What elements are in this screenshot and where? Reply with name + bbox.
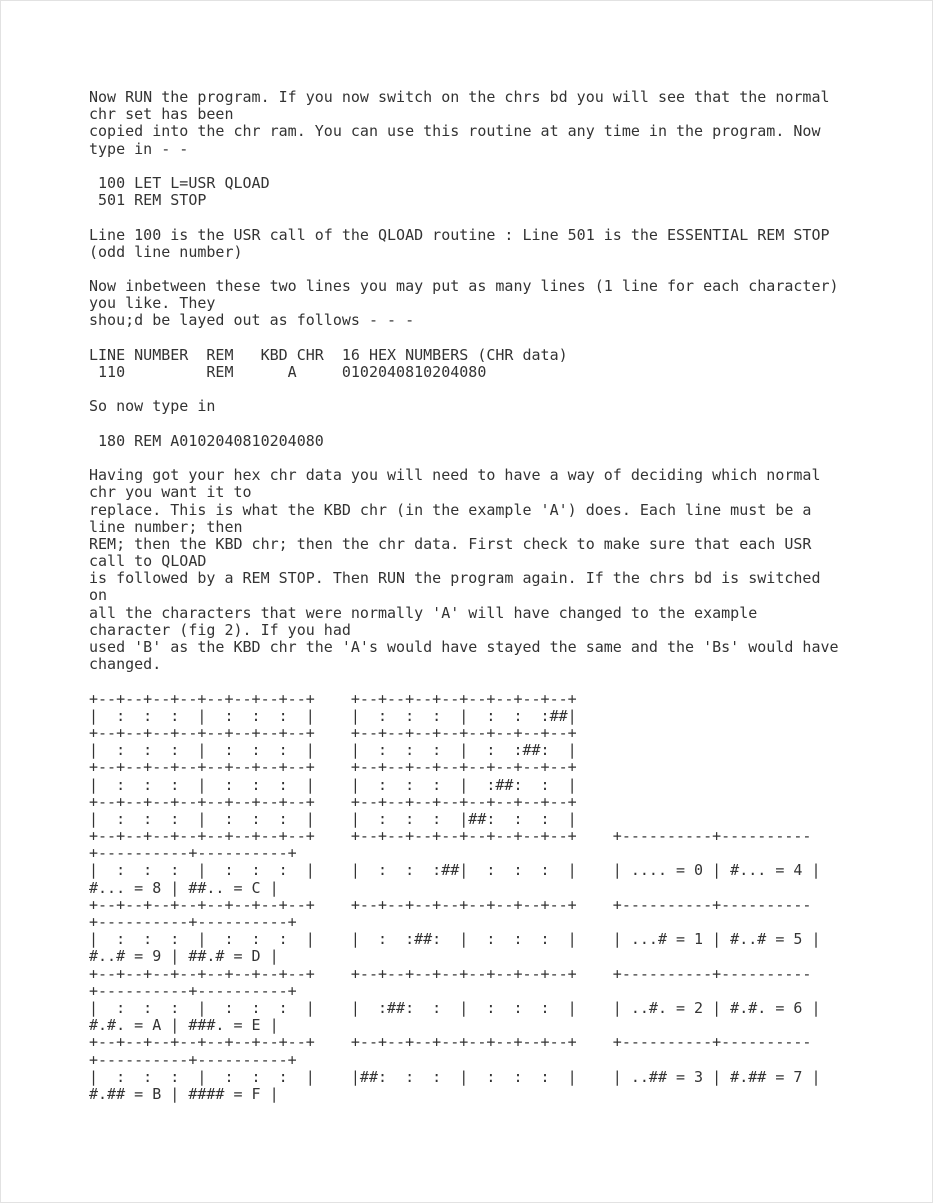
code-listing-1: 100 LET L=USR QLOAD 501 REM STOP bbox=[98, 173, 270, 210]
line-explanation-paragraph: Line 100 is the USR call of the QLOAD routine : Line 501 is the ESSENTIAL REM STOP (odd line number) bbox=[89, 225, 830, 261]
intro-paragraph: Now RUN the program. If you now switch on the chrs bd you will see that the normal chr set has been copied into the chr ram. You can use this routine at any time in the program. Now type in - - bbox=[89, 88, 830, 158]
kbd-chr-paragraph: Having got your hex chr data you will need to have a way of deciding which normal chr you want it to replace. This is what the KBD chr (in the example 'A') does. Each line must be a line number; then REM; then the KBD chr; then the chr data. First check to make sure that each USR call to QLOAD is followed by a REM STOP. Then RUN the program again. If the chrs bd is switched on all the characters that were normally 'A' will have changed to the example character (fig 2). If you had used 'B' as the KBD chr the 'A's would have stayed the same and the 'Bs' would have changed. bbox=[89, 466, 839, 674]
layout-instructions-paragraph: Now inbetween these two lines you may put as many lines (1 line for each character) you like. They shou;d be layed out as follows - - - bbox=[89, 277, 839, 330]
code-listing-2: 180 REM A0102040810204080 bbox=[89, 431, 324, 450]
ascii-figure: +--+--+--+--+--+--+--+--+ +--+--+--+--+--+--+--+--+ | : : : | : : : | | : : : | : : :##| +--+--+--+--+--+--+--+--+ +--+--+--+--+--+--+--+--+ | : : : | : : : | | : : : | : :##: | +--+--+--+--+--+--+--+--+ +--+--+--+--+--+--+--+--+ | : : : | : : : | | : : : | :##: : | +--+--+--+--+--+--+--+--+ +--+--+--+--+--+--+--+--+ | : : : | : : : | | : : : |##: : : | +--+--+--+--+--+--+--+--+ +--+--+--+--+--+--+--+--+ +----------+---------- +----------+----------+ | : : : | : : : | | : : :##| : : : | | .... = 0 | #... = 4 | #... = 8 | ##.. = C | +--+--+--+--+--+--+--+--+ +--+--+--+--+--+--+--+--+ +----------+---------- +----------+----------+ | : : : | : : : | | : :##: | : : : | | ...# = 1 | #..# = 5 | #..# = 9 | ##.# = D | +--+--+--+--+--+--+--+--+ +--+--+--+--+--+--+--+--+ +----------+---------- +----------+----------+ | : : : | : : : | | :##: : | : : : | | ..#. = 2 | #.#. = 6 | #.#. = A | ###. = E | +--+--+--+--+--+--+--+--+ +--+--+--+--+--+--+--+--+ +----------+---------- +----------+----------+ | : : : | : : : | |##: : : | : : : | | ..## = 3 | #.## = 7 | #.## = B | #### = F | bbox=[89, 689, 821, 1103]
layout-table: LINE NUMBER REM KBD CHR 16 HEX NUMBERS (CHR data) 110 REM A 0102040810204080 bbox=[89, 345, 568, 381]
document-text bbox=[89, 89, 839, 1103]
type-in-prompt: So now type in bbox=[89, 397, 216, 416]
